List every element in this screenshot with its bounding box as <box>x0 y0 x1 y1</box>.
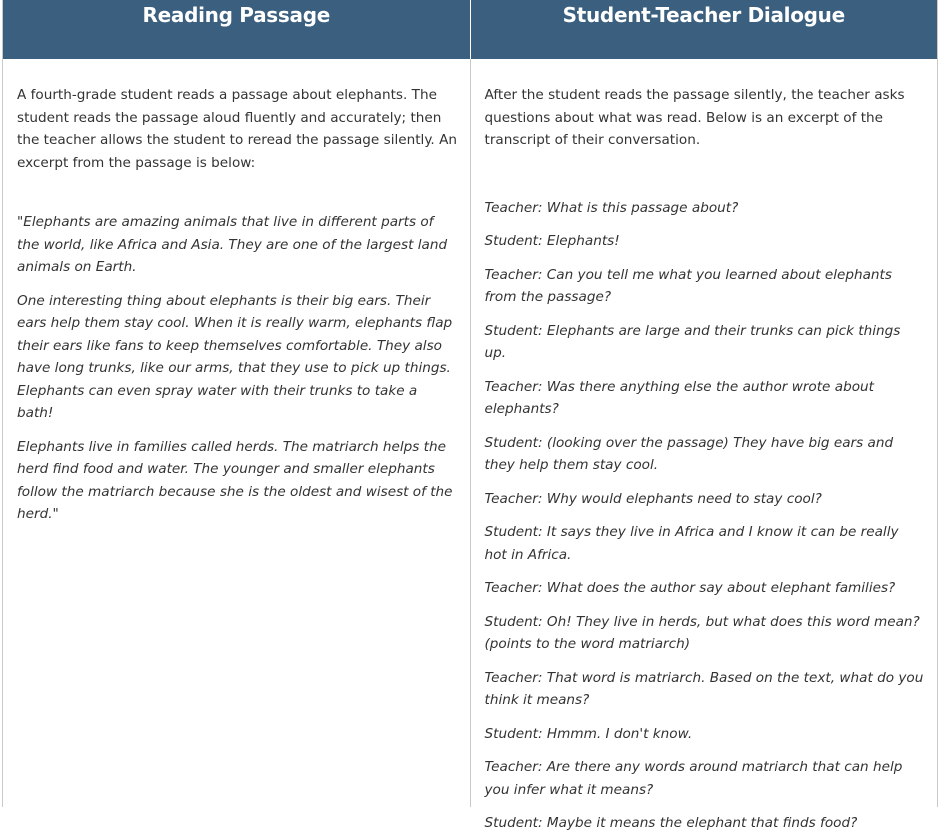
comparison-table <box>2 0 938 831</box>
dialogue-line: Student: It says they live in Africa and I know it can be really hot in Africa. <box>484 524 899 563</box>
dialogue-transcript <box>485 197 926 835</box>
dialogue-line: Student: Hmmm. I don't know. <box>484 725 693 742</box>
passage-paragraph: Elephants live in families called herds. The matriarch helps the herd find food and water. The younger and smaller elephants follow the matriarch because she is the oldest and wisest of the herd." <box>17 438 453 522</box>
reading-passage-header: Reading Passage <box>142 3 330 27</box>
dialogue-line: Student: Elephants are large and their trunks can pick things up. <box>484 322 901 361</box>
dialogue-line: Teacher: That word is matriarch. Based on the text, what do you think it means? <box>484 669 924 708</box>
dialogue-line: Student: Elephants! <box>484 233 620 249</box>
passage-intro: A fourth-grade student reads a passage about elephants. The student reads the passage aloud fluently and accurately; then the teacher allows the student to reread the passage silently. An excerpt from the passage is below: <box>17 87 457 171</box>
dialogue-line: Teacher: Why would elephants need to stay cool? <box>484 490 822 507</box>
dialogue-line: Teacher: Are there any words around matriarch that can help you infer what it means? <box>484 759 903 798</box>
reading-passage-column <box>3 59 470 807</box>
table-body-row <box>3 59 937 831</box>
dialogue-line: Student: Oh! They live in herds, but what does this word mean? (points to the word matriarch) <box>484 613 920 652</box>
dialogue-line: Student: Maybe it means the elephant that finds food? <box>484 815 858 831</box>
dialogue-header: Student-Teacher Dialogue <box>470 0 938 59</box>
dialogue-intro: After the student reads the passage silently, the teacher asks questions about what was read. Below is an excerpt of the transcript of their conversation. <box>484 87 905 148</box>
table-header-row <box>3 0 937 59</box>
passage-paragraph: One interesting thing about elephants is their big ears. Their ears help them stay cool. When it is really warm, elephants flap their ears like fans to keep themselves comfortable. They also have long trunks, like our arms, that they use to pick up things. Elephants can even spray water with their trunks to take a bath! <box>17 292 453 421</box>
dialogue-line: Teacher: Was there anything else the author wrote about elephants? <box>484 378 874 417</box>
dialogue-line: Teacher: Can you tell me what you learned about elephants from the passage? <box>484 266 892 305</box>
dialogue-line: Student: (looking over the passage) They have big ears and they help them stay cool. <box>484 434 894 473</box>
passage-paragraph: "Elephants are amazing animals that live in different parts of the world, like Africa and Asia. They are one of the largest land animals on Earth. <box>17 214 448 275</box>
passage-excerpt <box>17 211 458 526</box>
dialogue-line: Teacher: What does the author say about elephant families? <box>484 580 896 596</box>
dialogue-column <box>470 59 938 831</box>
dialogue-line: Teacher: What is this passage about? <box>484 199 739 216</box>
